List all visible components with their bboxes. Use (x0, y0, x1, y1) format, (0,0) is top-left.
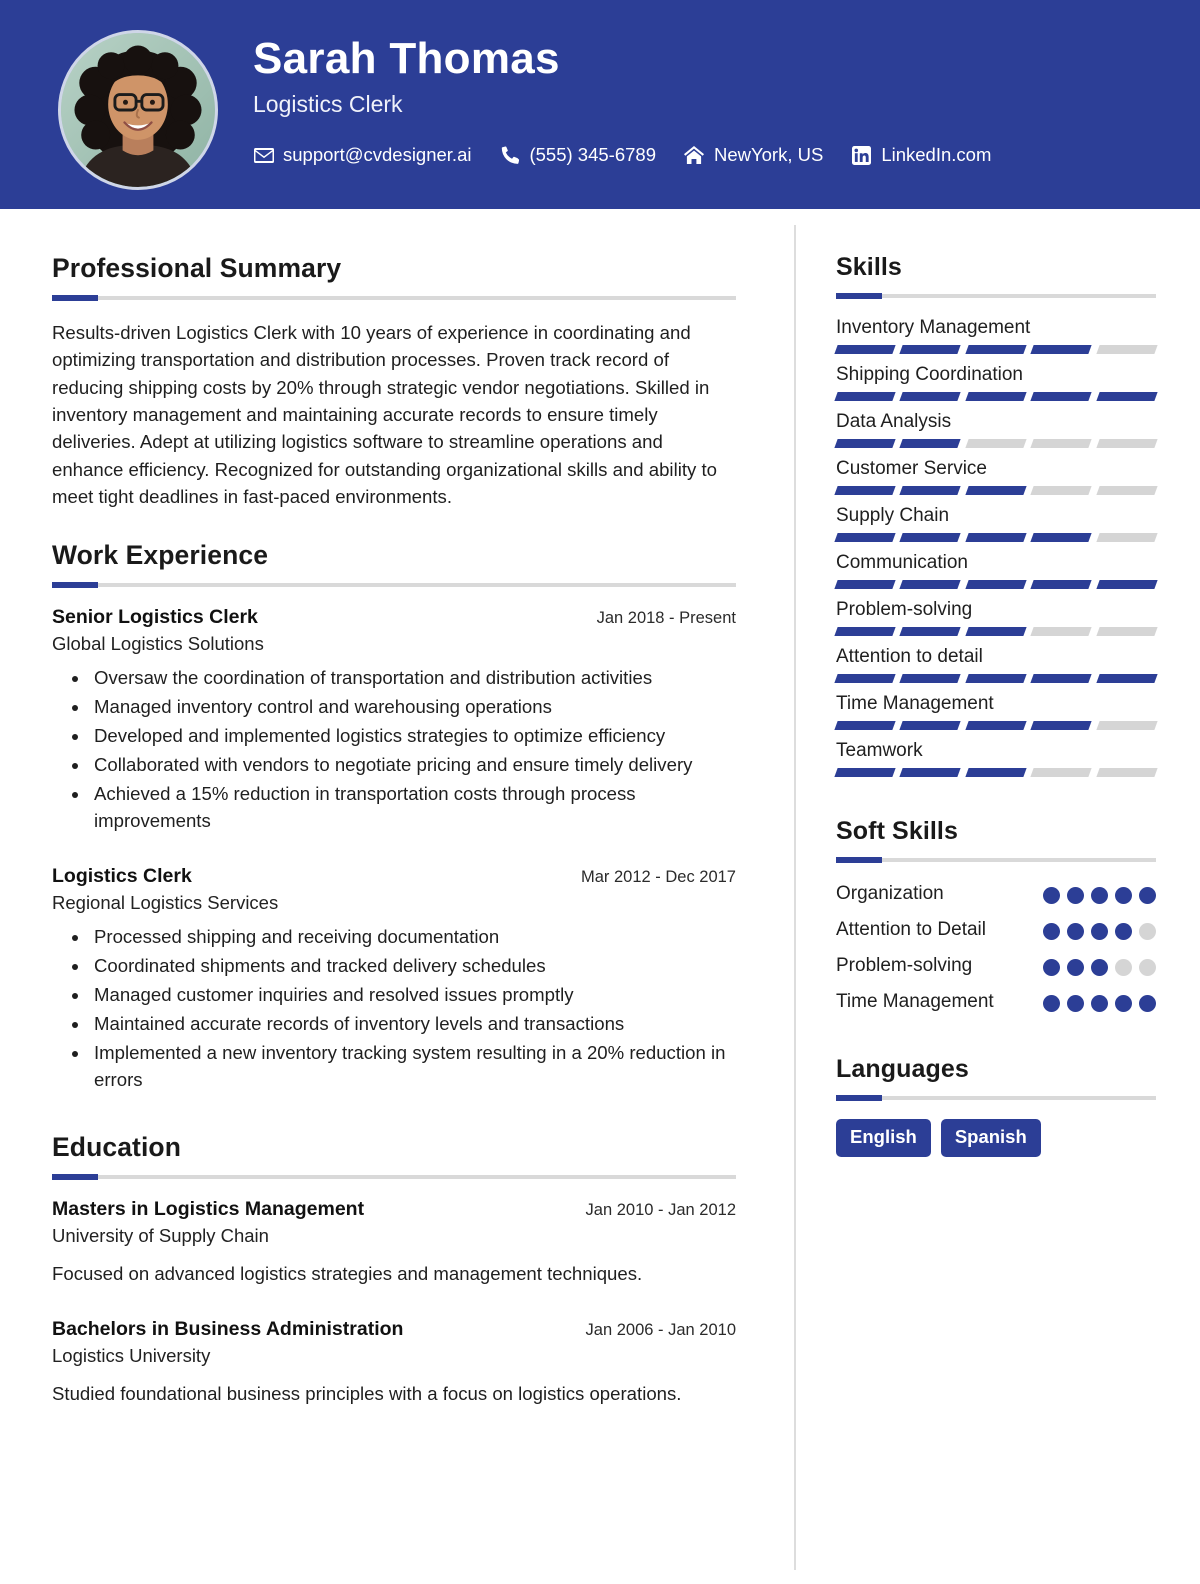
skill-bar-segment (1096, 627, 1158, 636)
skill-rating-bar (836, 627, 1156, 636)
education-date: Jan 2010 - Jan 2012 (585, 1200, 736, 1219)
contact-linkedin[interactable] (851, 144, 991, 166)
education-description: Studied foundational business principles with a focus on logistics operations. (52, 1382, 682, 1404)
summary-text: Results-driven Logistics Clerk with 10 years of experience in coordinating and optimizing transportation and distribution processes. Proven track record of reducing shipping costs by 20% through strategic vendor negotiations. Skilled in inventory management and maintaining accurate records to ensure timely deliveries. Adept at utilizing logistics software to streamline operations and enhance efficiency. Recognized for outstanding organizational skills and ability to meet tight deadlines in fast-paced environments. (52, 322, 717, 507)
soft-skill-label: Time Management (836, 990, 994, 1012)
soft-skill-rating-dots (1043, 917, 1156, 940)
rating-dot (1043, 887, 1060, 904)
section-heading-summary: Professional Summary (52, 253, 342, 283)
education-entry-head (52, 1198, 736, 1221)
skill-label: Data Analysis (836, 411, 952, 432)
skill-bar-segment (965, 721, 1027, 730)
list-item: • Managed inventory control and warehousing operations (90, 694, 736, 721)
list-item: • Developed and implemented logistics strategies to optimize efficiency (90, 723, 736, 750)
column-divider (794, 225, 796, 1570)
soft-skill-rating-dots (1043, 953, 1156, 976)
skills-list (836, 317, 1156, 777)
skill-bar-segment (1096, 674, 1158, 683)
skill-bar-segment (900, 345, 962, 354)
skill-bar-segment (1096, 392, 1158, 401)
skill-bar-segment (965, 486, 1027, 495)
linkedin-icon (851, 145, 872, 166)
skill-bar-segment (1096, 580, 1158, 589)
skill-bar-segment (965, 674, 1027, 683)
skill-bar-segment (834, 392, 896, 401)
skill-bar-segment (1031, 580, 1093, 589)
spacer (52, 510, 736, 540)
skill-label: Shipping Coordination (836, 364, 1023, 385)
skill-label: Attention to detail (836, 646, 983, 667)
skill-bar-segment (1031, 768, 1093, 777)
skill-label: Problem-solving (836, 599, 973, 620)
skill-bar-segment (834, 627, 896, 636)
skill-rating-bar (836, 486, 1156, 495)
skill-bar-segment (900, 768, 962, 777)
rating-dot (1043, 995, 1060, 1012)
skill-bar-segment (1031, 392, 1093, 401)
rating-dot (1091, 887, 1108, 904)
contact-location[interactable] (684, 144, 823, 166)
skill-rating-bar (836, 580, 1156, 589)
section-skills (836, 253, 1156, 777)
skill-rating-bar (836, 768, 1156, 777)
education-description: Focused on advanced logistics strategies and management techniques. (52, 1262, 643, 1284)
experience-role: Senior Logistics Clerk (52, 606, 258, 629)
education-entry (52, 1198, 736, 1288)
skill-rating-bar (836, 533, 1156, 542)
home-icon (684, 145, 705, 166)
skill-bar-segment (900, 580, 962, 589)
list-item: • Achieved a 15% reduction in transportation costs through process improvements (90, 781, 736, 835)
sidebar-column (794, 209, 1200, 1584)
skill-label: Communication (836, 552, 968, 573)
education-entry (52, 1318, 736, 1408)
skill-bar-segment (834, 768, 896, 777)
skill-bar-segment (1031, 627, 1093, 636)
contact-email[interactable] (253, 144, 471, 166)
section-soft-skills (836, 817, 1156, 1016)
soft-skill-label: Problem-solving (836, 954, 973, 976)
experience-entry (52, 606, 736, 835)
skill-bar-segment (834, 439, 896, 448)
spacer (52, 1296, 736, 1318)
skill-bar-segment (965, 627, 1027, 636)
section-education (52, 1132, 736, 1408)
experience-date: Jan 2018 - Present (596, 609, 736, 628)
skill-bar-segment (1096, 768, 1158, 777)
soft-skill-label: Organization (836, 883, 944, 904)
experience-bullets (52, 924, 736, 1094)
experience-date: Mar 2012 - Dec 2017 (580, 868, 736, 887)
skill-bar-segment (1096, 439, 1158, 448)
skill-item (836, 458, 1156, 495)
skill-bar-segment (965, 345, 1027, 354)
skill-bar-segment (834, 674, 896, 683)
skill-rating-bar (836, 674, 1156, 683)
skill-item (836, 505, 1156, 542)
resume-header (0, 0, 1200, 209)
skill-bar-segment (900, 627, 962, 636)
soft-skill-item (836, 917, 1156, 944)
rating-dot (1067, 995, 1084, 1012)
languages-list (836, 1119, 1156, 1157)
section-rule (836, 294, 1156, 298)
page-title: Sarah Thomas (253, 34, 560, 83)
soft-skill-item (836, 881, 1156, 908)
skill-bar-segment (900, 439, 962, 448)
section-work-experience (52, 540, 736, 1093)
skill-bar-segment (1096, 721, 1158, 730)
education-date: Jan 2006 - Jan 2010 (585, 1320, 736, 1339)
section-heading-skills: Skills (836, 253, 902, 281)
rating-dot (1139, 887, 1156, 904)
skill-bar-segment (900, 674, 962, 683)
skill-bar-segment (965, 533, 1027, 542)
skill-bar-segment (1031, 533, 1093, 542)
list-item: • Oversaw the coordination of transportation and distribution activities (90, 665, 736, 692)
skill-label: Teamwork (836, 740, 923, 761)
skill-bar-segment (1096, 345, 1158, 354)
spacer (52, 1102, 736, 1132)
skill-label: Time Management (836, 693, 994, 714)
list-item: • Implemented a new inventory tracking system resulting in a 20% reduction in errors (90, 1040, 736, 1094)
rating-dot (1091, 959, 1108, 976)
contact-row (253, 144, 991, 166)
skill-bar-segment (1096, 533, 1158, 542)
list-item: • Processed shipping and receiving documentation (90, 924, 736, 951)
section-rule (836, 858, 1156, 862)
skill-item (836, 317, 1156, 354)
skill-rating-bar (836, 392, 1156, 401)
spacer (52, 843, 736, 865)
skill-item (836, 411, 1156, 448)
skill-bar-segment (834, 486, 896, 495)
section-rule (836, 1096, 1156, 1100)
rating-dot (1115, 923, 1132, 940)
experience-role: Logistics Clerk (52, 865, 192, 888)
experience-entry-head (52, 865, 736, 888)
section-heading-languages: Languages (836, 1054, 969, 1083)
skill-label: Inventory Management (836, 317, 1031, 338)
skill-item (836, 364, 1156, 401)
skill-bar-segment (1031, 674, 1093, 683)
skill-bar-segment (1031, 345, 1093, 354)
phone-icon (499, 145, 520, 166)
experience-entry-head (52, 606, 736, 629)
rating-dot (1067, 887, 1084, 904)
skill-bar-segment (900, 392, 962, 401)
list-item: • Coordinated shipments and tracked delivery schedules (90, 953, 736, 980)
skill-bar-segment (834, 345, 896, 354)
main-column (0, 209, 794, 1584)
section-rule (52, 583, 736, 587)
skill-bar-segment (965, 768, 1027, 777)
skill-item (836, 646, 1156, 683)
soft-skills-list (836, 881, 1156, 1016)
rating-dot (1043, 923, 1060, 940)
contact-location-text: NewYork, US (713, 144, 824, 166)
section-rule (52, 296, 736, 300)
soft-skill-rating-dots (1043, 881, 1156, 904)
rating-dot (1043, 959, 1060, 976)
contact-phone-text: (555) 345-6789 (529, 144, 656, 166)
rating-dot (1067, 923, 1084, 940)
experience-organization: Regional Logistics Services (52, 892, 279, 914)
contact-phone[interactable] (499, 144, 656, 166)
skill-item (836, 552, 1156, 589)
skill-label: Supply Chain (836, 505, 950, 526)
skill-bar-segment (965, 439, 1027, 448)
list-item: • Maintained accurate records of inventory levels and transactions (90, 1011, 736, 1038)
education-entry-head (52, 1318, 736, 1341)
skill-bar-segment (1031, 439, 1093, 448)
envelope-icon (253, 145, 274, 166)
skill-bar-segment (834, 533, 896, 542)
rating-dot (1067, 959, 1084, 976)
job-title: Logistics Clerk (253, 91, 403, 118)
section-professional-summary (52, 253, 736, 510)
skill-rating-bar (836, 721, 1156, 730)
education-school: Logistics University (52, 1344, 211, 1366)
skill-bar-segment (900, 486, 962, 495)
skill-bar-segment (900, 533, 962, 542)
skill-bar-segment (900, 721, 962, 730)
header-text-block (253, 28, 991, 166)
contact-linkedin-text: LinkedIn.com (881, 144, 992, 166)
language-chip: Spanish (941, 1119, 1041, 1157)
soft-skill-item (836, 989, 1156, 1016)
skill-bar-segment (834, 721, 896, 730)
rating-dot (1115, 887, 1132, 904)
skill-item (836, 740, 1156, 777)
rating-dot (1091, 923, 1108, 940)
skill-bar-segment (1096, 486, 1158, 495)
rating-dot (1139, 995, 1156, 1012)
section-rule (52, 1175, 736, 1179)
avatar (58, 30, 218, 190)
skill-label: Customer Service (836, 458, 987, 479)
rating-dot (1115, 995, 1132, 1012)
profile-photo-illustration (61, 33, 215, 187)
spacer (836, 1025, 1156, 1055)
language-chip: English (836, 1119, 931, 1157)
section-heading-education: Education (52, 1131, 181, 1162)
section-languages (836, 1055, 1156, 1157)
education-school: University of Supply Chain (52, 1224, 269, 1246)
resume-body (0, 209, 1200, 1584)
soft-skill-item (836, 953, 1156, 980)
skill-bar-segment (834, 580, 896, 589)
skill-bar-segment (965, 392, 1027, 401)
skill-item (836, 693, 1156, 730)
section-heading-experience: Work Experience (52, 540, 269, 571)
skill-rating-bar (836, 439, 1156, 448)
rating-dot (1139, 923, 1156, 940)
list-item: • Collaborated with vendors to negotiate pricing and ensure timely delivery (90, 752, 736, 779)
spacer (836, 787, 1156, 817)
skill-bar-segment (965, 580, 1027, 589)
rating-dot (1139, 959, 1156, 976)
list-item: • Managed customer inquiries and resolved issues promptly (90, 982, 736, 1009)
skill-rating-bar (836, 345, 1156, 354)
skill-item (836, 599, 1156, 636)
skill-bar-segment (1031, 721, 1093, 730)
education-degree: Masters in Logistics Management (52, 1197, 365, 1220)
experience-entry (52, 865, 736, 1094)
experience-organization: Global Logistics Solutions (52, 633, 264, 655)
education-degree: Bachelors in Business Administration (52, 1317, 404, 1340)
soft-skill-label: Attention to Detail (836, 918, 986, 940)
rating-dot (1091, 995, 1108, 1012)
rating-dot (1115, 959, 1132, 976)
section-heading-soft-skills: Soft Skills (836, 817, 958, 845)
skill-bar-segment (1031, 486, 1093, 495)
experience-bullets (52, 665, 736, 835)
soft-skill-rating-dots (1043, 989, 1156, 1012)
contact-email-text: support@cvdesigner.ai (283, 144, 472, 166)
